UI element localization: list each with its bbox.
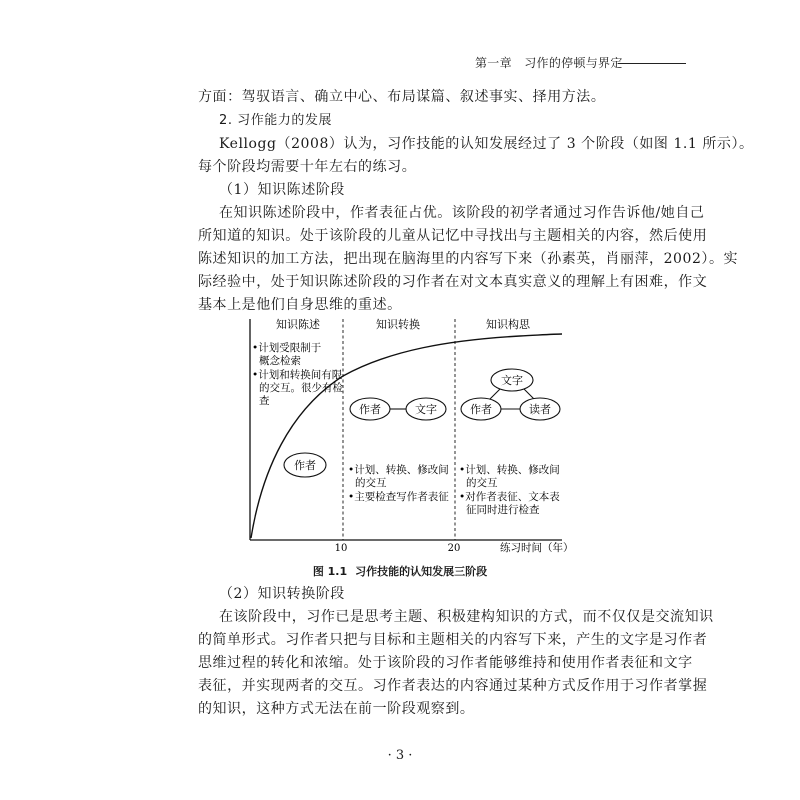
section-heading: 2. 习作能力的发展 [219, 113, 333, 128]
paragraph-line: Kellogg（2008）认为，习作技能的认知发展经过了 3 个阶段（如图 1.1 所示）。 [219, 136, 754, 152]
stage3-bullet: 征同时进行检查 [466, 504, 540, 516]
stage-title: 知识转换 [376, 318, 420, 331]
paragraph-line: 每个阶段均需要十年左右的练习。 [198, 159, 417, 175]
paragraph-line: 方面：驾驭语言、确立中心、布局谋篇、叙述事实、择用方法。 [198, 89, 606, 105]
stage2-bullet: •计划、转换、修改间 [348, 464, 449, 476]
text-node-label: 文字 [501, 374, 523, 387]
caption-number: 图 1.1 [312, 565, 348, 578]
subsection-heading: （1）知识陈述阶段 [219, 182, 345, 198]
stage-title: 知识构思 [486, 318, 530, 331]
paragraph-line: 陈述知识的加工方法，把出现在脑海里的内容写下来（孙素英，肖丽萍，2002）。实 [198, 251, 739, 267]
stage3-bullet: 的交互 [466, 477, 498, 489]
stage3-bullet: •对作者表征、文本表 [459, 491, 560, 503]
paragraph-line: 思维过程的转化和浓缩。处于该阶段的习作者能够维持和使用作者表征和文字 [198, 655, 693, 671]
header-chapter: 第一章 [475, 56, 512, 70]
figure-caption [0, 563, 800, 579]
paragraph-line: 际经验中，处于知识陈述阶段的习作者在对文本真实意义的理解上有困难，作文 [198, 274, 708, 290]
paragraph-line: 在知识陈述阶段中，作者表征占优。该阶段的初学者通过习作告诉他/她自己 [219, 205, 705, 221]
subsection-heading: （2）知识转换阶段 [219, 586, 345, 602]
paragraph-line: 表征，并实现两者的交互。习作者表达的内容通过某种方式反作用于习作者掌握 [198, 678, 708, 694]
paragraph-line: 在该阶段中，习作已是思考主题、积极建构知识的方式，而不仅仅是交流知识 [219, 609, 714, 625]
x-axis-label: 练习时间（年） [500, 542, 574, 554]
x-tick-label: 20 [447, 543, 461, 554]
stage1-bullet: •计划受限制于 [252, 342, 322, 354]
paragraph-line: 所知道的知识。处于该阶段的儿童从记忆中寻找出与主题相关的内容，然后使用 [198, 228, 708, 244]
author-node-label: 作者 [359, 403, 381, 416]
header-title: 习作的停顿与界定 [524, 56, 623, 70]
text-node-label: 文字 [415, 403, 437, 416]
stage2-bullet: •主要检查写作者表征 [348, 491, 449, 503]
caption-text: 习作技能的认知发展三阶段 [355, 565, 488, 578]
author-node-label: 作者 [470, 403, 492, 416]
paragraph-line: 的知识，这种方式无法在前一阶段观察到。 [198, 701, 475, 717]
stage1-bullet: 查 [259, 395, 270, 407]
stage1-bullet: •计划和转换间有限 [252, 369, 343, 381]
stage-title: 知识陈述 [276, 318, 320, 331]
paragraph-line: 的简单形式。习作者只把与目标和主题相关的内容写下来，产生的文字是习作者 [198, 632, 708, 648]
page-number: · 3 · [387, 748, 413, 763]
author-node-label: 作者 [294, 459, 316, 472]
paragraph-line: 基本上是他们自身思维的重述。 [198, 297, 402, 313]
stage2-bullet: 的交互 [355, 477, 387, 489]
stage1-bullet: 的交互。很少有检 [259, 382, 343, 394]
stage3-bullet: •计划、转换、修改间 [459, 464, 560, 476]
reader-node-label: 读者 [529, 403, 551, 416]
x-tick-label: 10 [334, 543, 348, 554]
stage1-bullet: 概念检索 [259, 355, 301, 367]
